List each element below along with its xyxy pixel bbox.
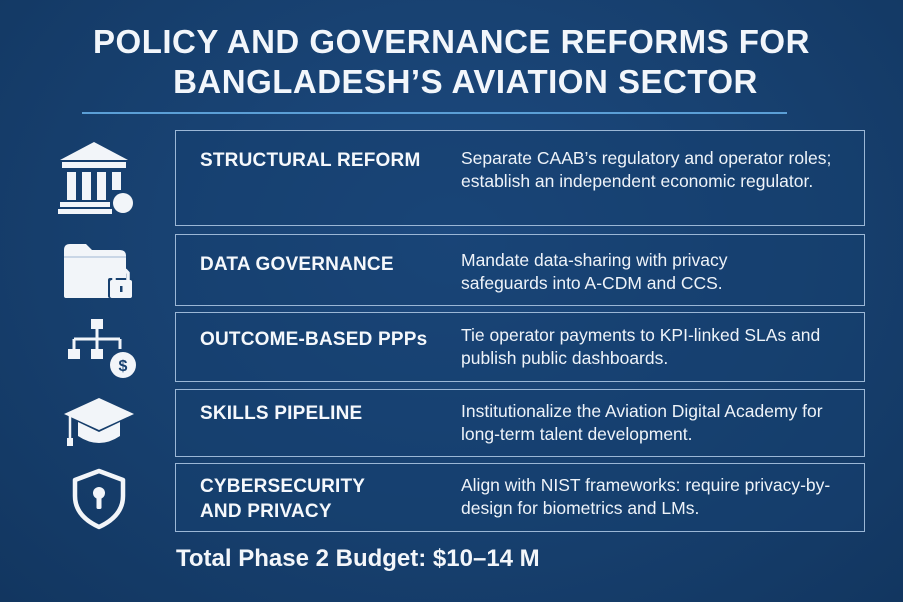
reform-heading: STRUCTURAL REFORM bbox=[200, 150, 421, 171]
reform-heading: SKILLS PIPELINE bbox=[200, 403, 363, 424]
svg-text:$: $ bbox=[118, 358, 128, 375]
org-chart-dollar-icon bbox=[66, 317, 138, 381]
total-budget: Total Phase 2 Budget: $10–14 M bbox=[176, 545, 540, 572]
reform-heading: OUTCOME-BASED PPPs bbox=[200, 329, 428, 350]
title-line-1: POLICY AND GOVERNANCE REFORMS FOR bbox=[93, 23, 810, 60]
title-divider bbox=[82, 112, 787, 114]
reform-description: Align with NIST frameworks: require privacy-by-design for biometrics and LMs. bbox=[461, 475, 831, 518]
shield-keyhole-icon bbox=[70, 468, 128, 530]
reform-row-outcome-ppps bbox=[175, 312, 865, 382]
reform-heading: CYBERSECURITY AND PRIVACY bbox=[200, 476, 365, 522]
reform-description: Institutionalize the Aviation Digital Academy for long-term talent development. bbox=[461, 401, 823, 444]
reform-heading: DATA GOVERNANCE bbox=[200, 254, 394, 275]
locked-folder-icon bbox=[62, 242, 138, 302]
title-line-2: BANGLADESH’S AVIATION SECTOR bbox=[173, 63, 758, 100]
page-title bbox=[0, 22, 903, 102]
reform-row-cybersecurity bbox=[175, 463, 865, 532]
reform-row-structural bbox=[175, 130, 865, 226]
reform-description: Separate CAAB’s regulatory and operator roles; establish an independent economic regulator. bbox=[461, 148, 832, 191]
government-building-icon bbox=[56, 140, 136, 216]
reform-row-data-governance bbox=[175, 234, 865, 306]
graduation-cap-icon bbox=[62, 396, 136, 450]
reform-description: Tie operator payments to KPI-linked SLAs and publish public dashboards. bbox=[461, 325, 821, 368]
reform-row-skills-pipeline bbox=[175, 389, 865, 457]
reform-description: Mandate data-sharing with privacy safeguards into A-CDM and CCS. bbox=[461, 250, 728, 293]
